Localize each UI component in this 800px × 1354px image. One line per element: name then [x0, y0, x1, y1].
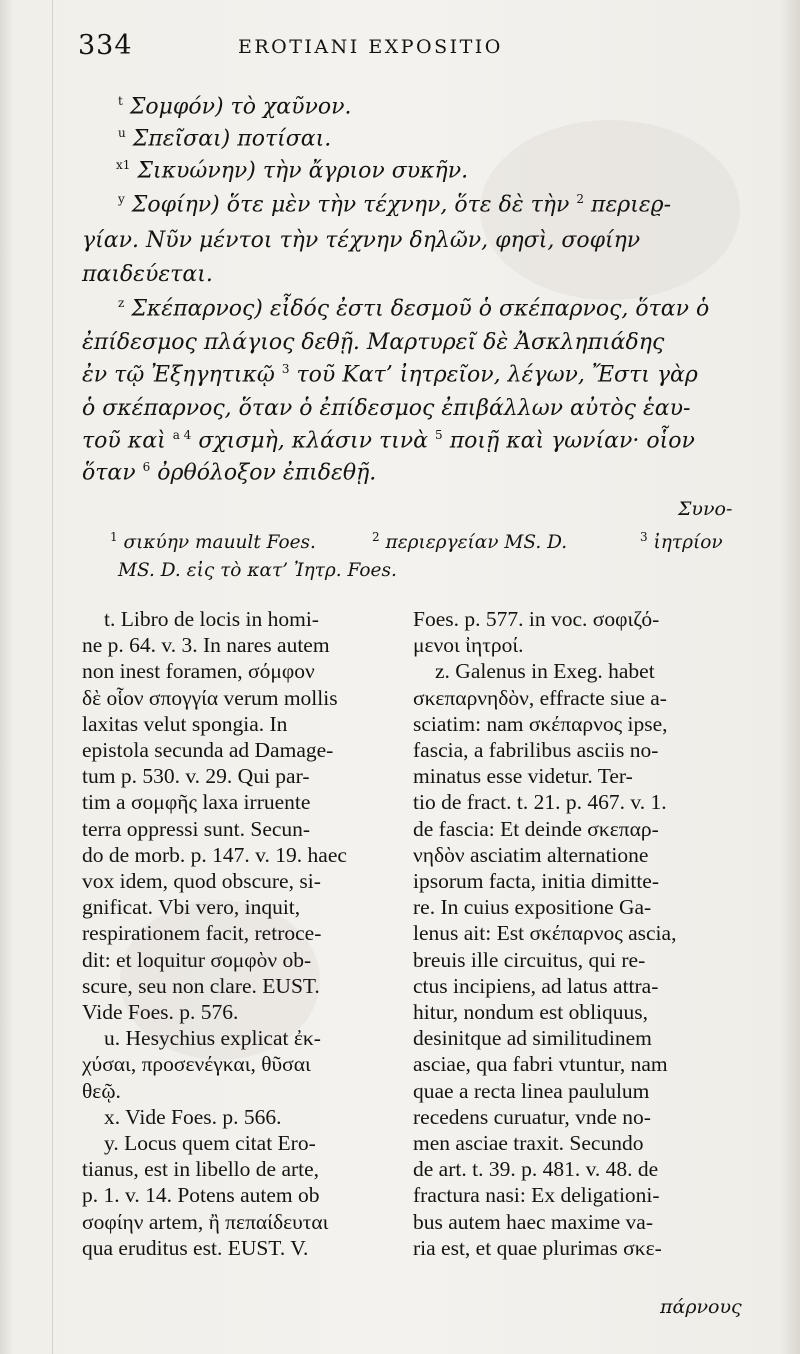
commentary-line: νηδὸν asciatim alternatione: [413, 842, 649, 867]
footnote: $^1$ σικύην mauult Foes.: [110, 530, 316, 554]
entry-line: $^z$ Σκέπαρνος) εἶδός ἐστι δεσμοῦ ὁ σκέπαρνος, ὅταν ὁ: [118, 296, 710, 322]
commentary-line: quae a recta linea paululum: [413, 1078, 650, 1103]
running-head: EROTIANI EXPOSITIO: [238, 36, 503, 58]
commentary-line: gnificat. Vbi vero, inquit,: [82, 895, 301, 920]
page-header: [78, 30, 738, 70]
commentary-line: Vide Foes. p. 576.: [82, 1000, 239, 1025]
commentary-line: re. In cuius expositione Ga-: [413, 895, 652, 920]
commentary-line: respirationem facit, retroce-: [82, 921, 322, 946]
entry-line: γίαν. Νῦν μέντοι τὴν τέχνην δηλῶν, φησὶ, σοφίην: [82, 228, 641, 253]
commentary-line: do de morb. p. 147. v. 19. haec: [82, 842, 347, 867]
commentary-line: fractura nasi: Ex deligationi-: [413, 1183, 660, 1208]
entry-line: ὅταν $^6$ ὀρθόλοξον ἐπιδεθῇ.: [82, 460, 377, 486]
entry-line: τοῦ καὶ $^{a 4}$ σχισμὴ, κλάσιν τινὰ $^5$ ποιῇ καὶ γωνίαν· οἷον: [82, 428, 695, 454]
commentary-line: t. Libro de locis in homi-: [104, 607, 319, 631]
commentary-line: z. Galenus in Exeg. habet: [435, 659, 655, 684]
commentary-line: de fascia: Et deinde σκεπαρ-: [413, 816, 659, 841]
entry-line: $^u$ Σπεῖσαι) ποτίσαι.: [118, 126, 332, 152]
page-number: 334: [78, 30, 133, 61]
commentary-line: ne p. 64. v. 3. In nares autem: [82, 633, 330, 658]
entry-line: ὁ σκέπαρνος, ὅταν ὁ ἐπίδεσμος ἐπιβάλλων αὐτὸς ἑαυ-: [82, 396, 691, 421]
commentary-line: hitur, nondum est obliquus,: [413, 1000, 649, 1025]
commentary-line: desinitque ad similitudinem: [413, 1026, 652, 1051]
commentary-line: de art. t. 39. p. 481. v. 48. de: [413, 1157, 659, 1182]
commentary-line: laxitas velut spongia. In: [82, 711, 288, 736]
entry-line: $^y$ Σοφίην) ὅτε μὲν τὴν τέχνην, ὅτε δὲ τὴν $^2$ περιεϱ-: [118, 192, 671, 218]
commentary-line: vox idem, quod obscure, si-: [82, 869, 321, 894]
commentary-line: tianus, est in libello de arte,: [82, 1157, 320, 1182]
commentary-line: Foes. p. 577. in voc. σοφιζό-: [413, 607, 660, 631]
catchword-bottom: πάρνους: [660, 1296, 742, 1318]
commentary-line: χύσαι, προσενέγκαι, θῦσαι: [82, 1052, 311, 1077]
page-gutter: [52, 0, 53, 1354]
entry-line: $^{x1}$ Σικυώνην) τὴν ἄγριον συκῆν.: [116, 158, 469, 184]
commentary-line: tum p. 530. v. 29. Qui par-: [82, 764, 310, 789]
commentary-line: y. Locus quem citat Ero-: [104, 1131, 316, 1156]
footnote: MS. D. εἰς τὸ κατ’ Ἰητρ. Foes.: [118, 560, 397, 581]
commentary-line: terra oppressi sunt. Secun-: [82, 816, 311, 841]
entry-line: ἐπίδεσμος πλάγιος δεθῇ. Μαρτυρεῖ δὲ Ἀσκληπιάδης: [82, 330, 665, 355]
entry-line: $^t$ Σομφόν) τὸ χαῦνον.: [118, 94, 352, 120]
commentary-line: men asciae traxit. Secundo: [413, 1131, 644, 1156]
commentary-line: bus autem haec maxime va-: [413, 1209, 653, 1234]
commentary-line: θεῷ.: [82, 1078, 121, 1103]
entry-line: ἐν τῷ Ἐξηγητικῷ $^3$ τοῦ Κατ’ ἰητρεῖον, λέγων, Ἔστι γὰρ: [82, 362, 698, 388]
footnote: $^3$ ἰητρίον: [640, 530, 723, 554]
commentary-right-column: [413, 606, 737, 1261]
commentary-line: ria est, et quae plurimas σκε-: [413, 1235, 662, 1260]
commentary-line: breuis ille circuitus, qui re-: [413, 947, 646, 972]
commentary-line: qua eruditus est. EUST. V.: [82, 1235, 309, 1260]
commentary-line: epistola secunda ad Damage-: [82, 738, 334, 763]
commentary-line: μενοι ἰητροί.: [413, 633, 524, 658]
commentary-line: lenus ait: Est σκέπαρνος ascia,: [413, 921, 677, 946]
commentary-line: ctus incipiens, ad latus attra-: [413, 973, 659, 998]
commentary-line: asciae, qua fabri vtuntur, nam: [413, 1052, 668, 1077]
commentary-line: ipsorum facta, initia dimitte-: [413, 869, 659, 894]
footnote: $^2$ περιεργείαν MS. D.: [372, 530, 568, 554]
commentary-line: δὲ οἷον σπογγία verum mollis: [82, 685, 338, 710]
commentary-line: non inest foramen, σόμφον: [82, 659, 315, 684]
commentary-line: minatus esse videtur. Ter-: [413, 764, 633, 789]
commentary-line: u. Hesychius explicat ἐκ-: [104, 1026, 321, 1051]
commentary-line: dit: et loquitur σομφὸν ob-: [82, 947, 312, 972]
commentary-line: p. 1. v. 14. Potens autem ob: [82, 1183, 320, 1208]
commentary-line: scure, seu non clare. EUST.: [82, 973, 320, 998]
commentary-line: σκεπαρνηδὸν, effracte siue a-: [413, 685, 667, 710]
commentary-line: sciatim: nam σκέπαρνος ipse,: [413, 711, 668, 736]
commentary-line: fascia, a fabrilibus asciis no-: [413, 738, 659, 763]
commentary-line: x. Vide Foes. p. 566.: [104, 1104, 282, 1129]
commentary-left-column: [82, 606, 400, 1261]
entry-line: παιδεύεται.: [82, 262, 213, 287]
catchword-top: Συνο-: [678, 498, 733, 520]
commentary-line: recedens curuatur, vnde no-: [413, 1104, 651, 1129]
commentary-line: σοφίην artem, ἢ πεπαίδευται: [82, 1209, 329, 1234]
commentary-line: tim a σομφῆς laxa irruente: [82, 790, 311, 815]
commentary-line: tio de fract. t. 21. p. 467. v. 1.: [413, 790, 667, 815]
